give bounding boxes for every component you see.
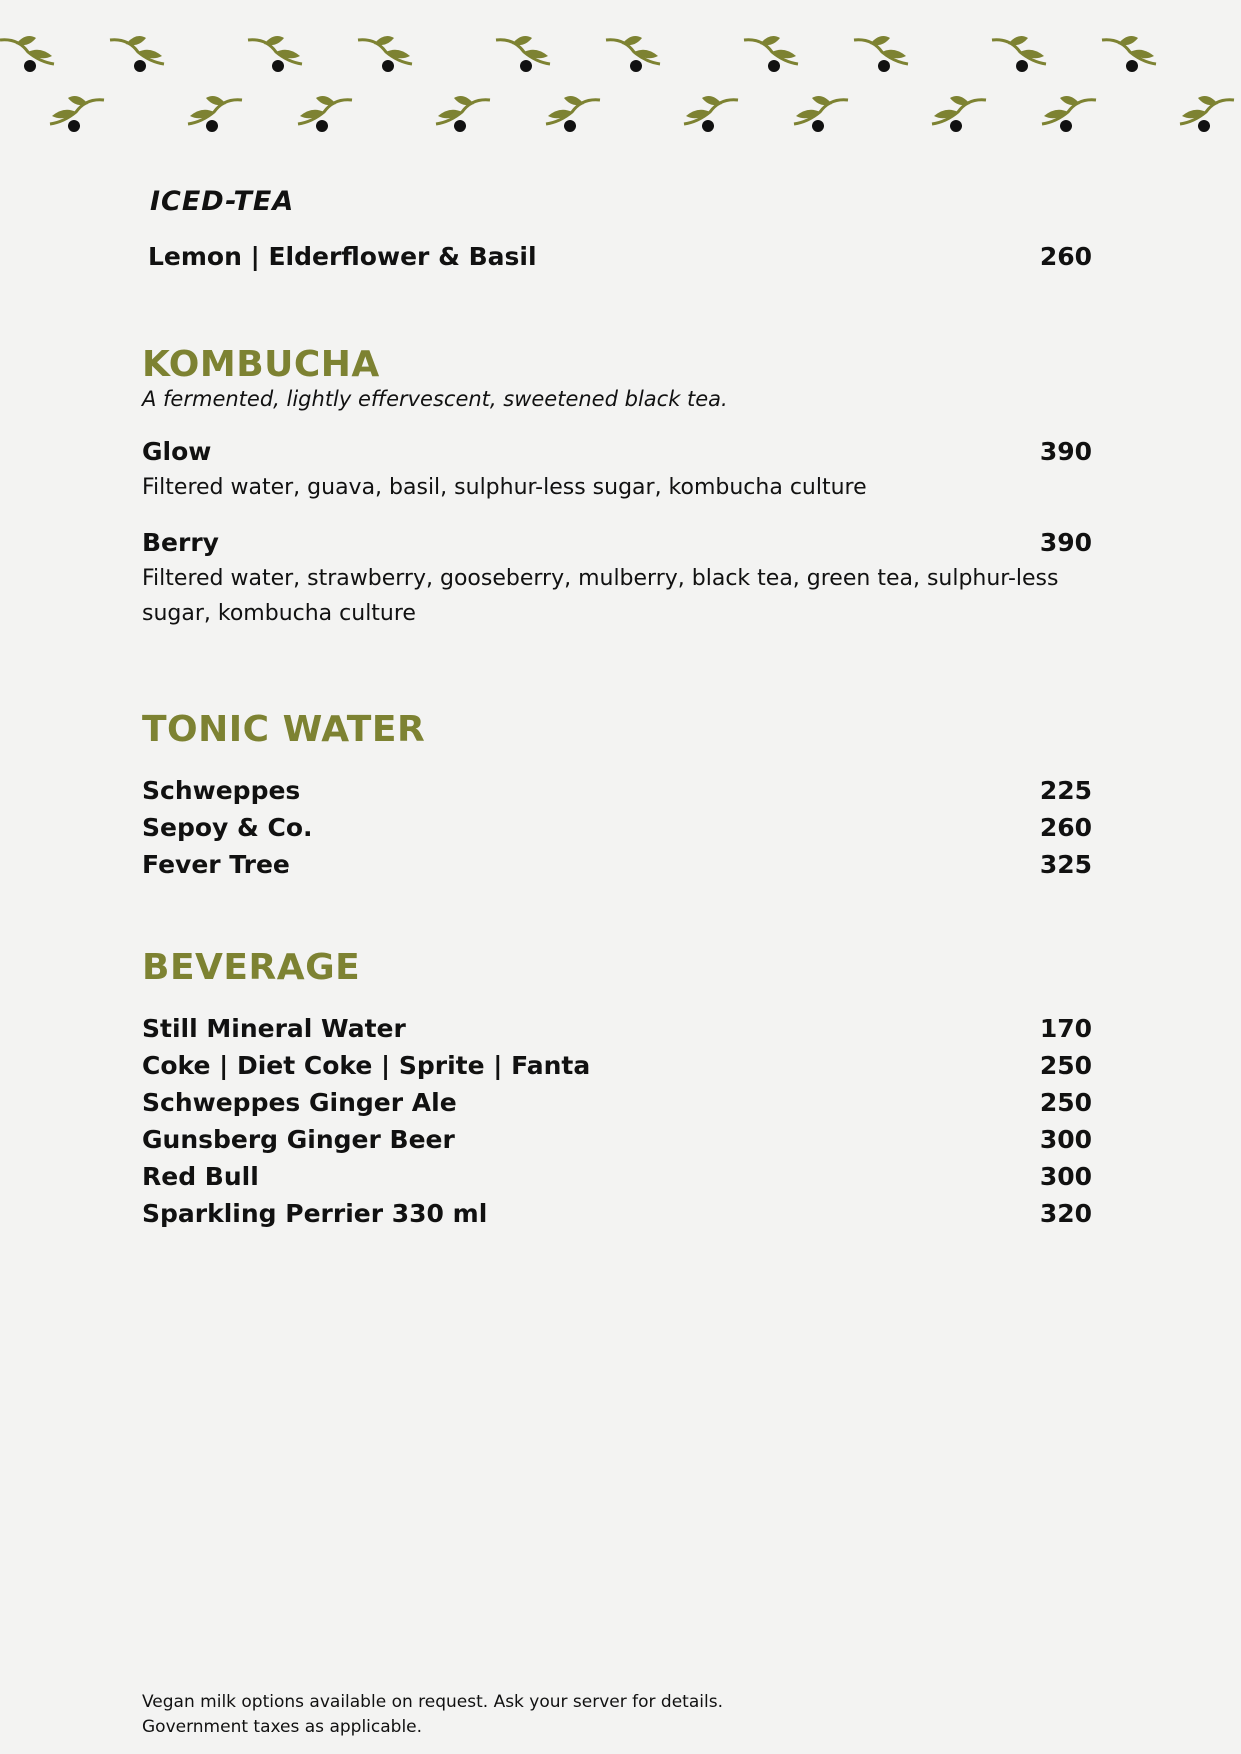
tonic-water-title: TONIC WATER	[142, 709, 426, 750]
menu-item	[142, 524, 1092, 631]
tonic-water-section	[142, 710, 1092, 883]
kombucha-title: KOMBUCHA	[142, 344, 380, 385]
item-price: 390	[1039, 528, 1092, 557]
item-list	[142, 1010, 1092, 1232]
item-description: Filtered water, strawberry, gooseberry, mulberry, black tea, green tea, sulphur-less sugar, kombucha culture	[142, 566, 1059, 626]
item-name: Berry	[142, 528, 219, 557]
menu-item	[142, 846, 1092, 883]
menu-item	[142, 772, 1092, 809]
item-name: Schweppes Ginger Ale	[142, 1088, 457, 1117]
item-name: Still Mineral Water	[142, 1014, 406, 1043]
item-price: 325	[1039, 850, 1092, 879]
kombucha-section	[142, 345, 1092, 631]
item-name: Coke | Diet Coke | Sprite | Fanta	[142, 1051, 591, 1080]
item-price: 250	[1039, 1088, 1092, 1117]
item-price: 170	[1039, 1014, 1092, 1043]
item-price: 225	[1039, 776, 1092, 805]
item-name: Lemon | Elderflower & Basil	[148, 242, 537, 271]
item-price: 250	[1039, 1051, 1092, 1080]
item-name: Schweppes	[142, 776, 301, 805]
menu-item	[148, 238, 1092, 275]
kombucha-subtitle: A fermented, lightly effervescent, sweetened black tea.	[142, 387, 728, 411]
item-name: Red Bull	[142, 1162, 259, 1191]
footer-line-taxes: Government taxes as applicable.	[142, 1717, 423, 1737]
menu-item	[142, 809, 1092, 846]
olive-branch-border	[0, 0, 1241, 140]
menu-item	[142, 1084, 1092, 1121]
item-price: 300	[1039, 1162, 1092, 1191]
footer-line-vegan: Vegan milk options available on request. Ask your server for details.	[142, 1692, 723, 1712]
beverage-title: BEVERAGE	[142, 947, 361, 988]
olive-branch-icon	[0, 36, 1234, 132]
item-name: Sepoy & Co.	[142, 813, 313, 842]
item-price: 320	[1039, 1199, 1092, 1228]
item-price: 300	[1039, 1125, 1092, 1154]
item-list	[142, 772, 1092, 883]
menu-item	[142, 1010, 1092, 1047]
item-name: Sparkling Perrier 330 ml	[142, 1199, 488, 1228]
iced-tea-title: ICED-TEA	[150, 186, 295, 217]
footer-notes	[142, 1690, 723, 1740]
item-price: 260	[1039, 242, 1092, 271]
item-name: Fever Tree	[142, 850, 290, 879]
item-name: Glow	[142, 437, 212, 466]
menu-item	[142, 1121, 1092, 1158]
item-description: Filtered water, guava, basil, sulphur-less sugar, kombucha culture	[142, 475, 867, 500]
item-price: 260	[1039, 813, 1092, 842]
item-name: Gunsberg Ginger Beer	[142, 1125, 455, 1154]
iced-tea-section	[142, 186, 1092, 275]
item-price: 390	[1039, 437, 1092, 466]
menu-item	[142, 1195, 1092, 1232]
beverage-section	[142, 948, 1092, 1232]
menu-item	[142, 433, 1092, 505]
menu-item	[142, 1158, 1092, 1195]
menu-item	[142, 1047, 1092, 1084]
